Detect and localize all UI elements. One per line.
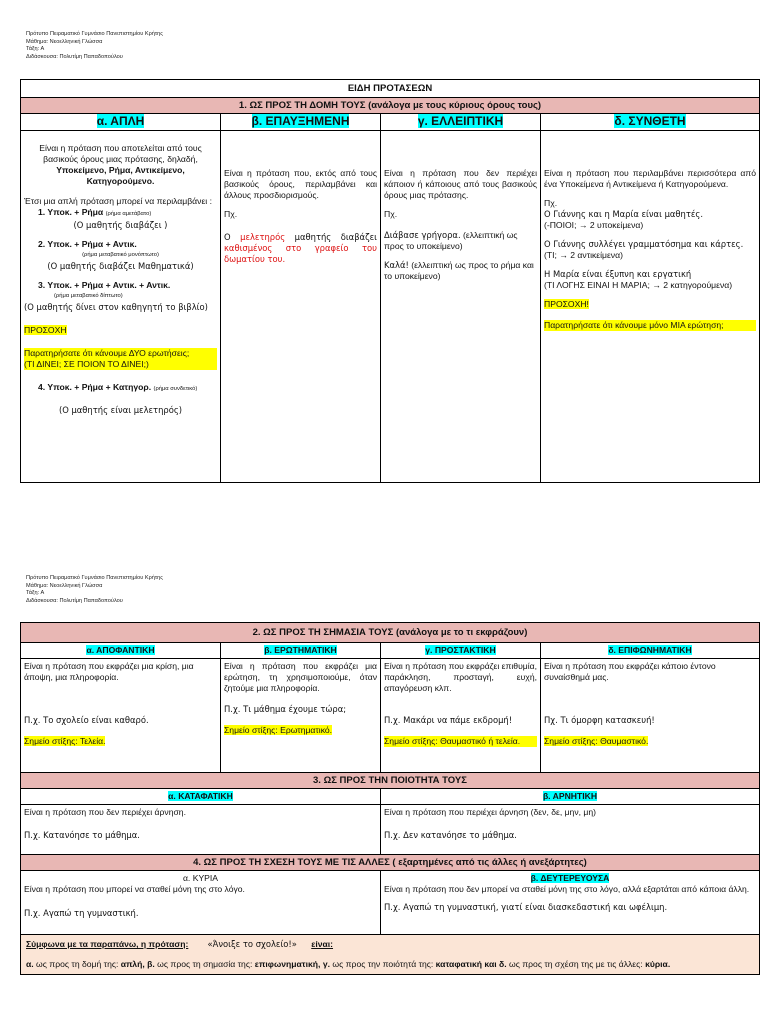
summary-b-answer: επιφωνηματική,: [254, 959, 321, 969]
meaning-table: [20, 622, 760, 975]
structure-table: [20, 79, 760, 483]
pattern-3-example: (Ο μαθητής δίνει στον καθηγητή το βιβλίο): [24, 302, 208, 312]
elliptic-px: Πχ.: [384, 209, 398, 219]
simple-terms: Υποκείμενο, Ρήμα, Αντικείμενο, Κατηγορούμενο.: [56, 165, 185, 186]
exclamatory-heading: δ. ΕΠΙΦΩΝΗΜΑΤΙΚΗ: [608, 645, 692, 655]
compound-note: Παρατηρήσατε ότι κάνουμε μόνο ΜΙΑ ερώτηση;: [544, 320, 756, 331]
expanded-example-adjective: μελετηρός: [240, 232, 286, 242]
elliptic-cell: [381, 131, 541, 483]
elliptic-definition: Είναι η πρόταση που δεν περιέχει κάποιον ή κάποιους από τους βασικούς όρους μιας πρότασης.: [384, 168, 537, 200]
expanded-px: Πχ.: [224, 209, 238, 219]
interrogative-example: Π.χ. Τι μάθημα έχουμε τώρα;: [224, 704, 347, 714]
simple-note: Παρατηρήσατε ότι κάνουμε ΔΥΟ ερωτήσεις;: [24, 348, 217, 359]
subordinate-heading: β. ΔΕΥΤΕΡΕΥΟΥΣΑ: [530, 873, 610, 883]
imperative-punctuation: Σημείο στίξης: Θαυμαστικό ή τελεία.: [384, 736, 537, 747]
expanded-example-start: Ο: [224, 232, 241, 242]
compound-heading: δ. ΣΥΝΘΕΤΗ: [614, 114, 686, 128]
page2-header: [26, 575, 163, 605]
compound-example-2: Ο Γιάννης συλλέγει γραμματόσημα και κάρτες.: [544, 239, 744, 249]
summary-tail: είναι:: [311, 939, 334, 949]
affirmative-heading: α. ΚΑΤΑΦΑΤΙΚΗ: [168, 791, 233, 801]
header-teacher: Διδάσκουσα: Πολυτίμη Παπαδοπούλου: [26, 597, 123, 604]
simple-note-questions: (ΤΙ ΔΙΝΕΙ; ΣΕ ΠΟΙΟΝ ΤΟ ΔΙΝΕΙ;): [24, 359, 217, 370]
header-teacher: Διδάσκουσα: Πολυτίμη Παπαδοπούλου: [26, 53, 123, 60]
summary-c-letter: γ.: [320, 959, 330, 969]
section2-title: 2. ΩΣ ΠΡΟΣ ΤΗ ΣΗΜΑΣΙΑ ΤΟΥΣ (ανάλογα με το τι εκφράζουν): [21, 623, 760, 643]
pattern-3: 3. Υποκ. + Ρήμα + Αντικ. + Αντικ.: [38, 280, 171, 290]
simple-definition: Είναι η πρόταση που αποτελείται από τους βασικούς όρους μιας πρότασης, δηλαδή,: [39, 143, 202, 164]
expanded-heading: β. ΕΠΑΥΞΗΜΕΝΗ: [251, 114, 350, 128]
summary-c-label: ως προς την ποιότητά της:: [330, 959, 436, 969]
pattern-1-note: (ρήμα αμετάβατο): [105, 211, 152, 217]
pattern-2: 2. Υποκ. + Ρήμα + Αντικ.: [38, 239, 137, 249]
page1-header: [26, 31, 163, 61]
compound-definition: Είναι η πρόταση που περιλαμβάνει περισσότερα από ένα Υποκείμενα ή Αντικείμενα ή Κατηγορούμενα.: [544, 168, 756, 189]
compound-cell: [541, 131, 760, 483]
expanded-definition: Είναι η πρόταση που, εκτός από τους βασικούς όρους, περιλαμβάνει και άλλους προσδιορισμούς.: [224, 168, 377, 200]
subordinate-example: Π.χ. Αγαπώ τη γυμναστική, γιατί είναι διασκεδαστική και ωφέλιμη.: [384, 902, 668, 912]
negative-definition: Είναι η πρόταση που περιέχει άρνηση (δεν, δε, μην, μη): [384, 807, 596, 817]
interrogative-punctuation: Σημείο στίξης: Ερωτηματικό.: [224, 725, 333, 735]
section1-title: 1. ΩΣ ΠΡΟΣ ΤΗ ΔΟΜΗ ΤΟΥΣ (ανάλογα με τους κύριους όρους τους): [21, 98, 760, 114]
header-class: Τάξη: Α: [26, 46, 45, 53]
summary-b-letter: β.: [144, 959, 155, 969]
pattern-4-example: (Ο μαθητής είναι μελετηρός): [58, 405, 183, 415]
negative-heading: β. ΑΡΝΗΤΙΚΗ: [542, 791, 598, 801]
elliptic-example-1: Διάβασε γρήγορα.: [384, 230, 461, 240]
summary-d-answer: κύρια.: [645, 959, 671, 969]
main-clause-heading: α. ΚΥΡΙΑ: [182, 873, 219, 883]
simple-heading: α. ΑΠΛΗ: [96, 114, 145, 128]
summary-a-answer: απλή,: [120, 959, 145, 969]
affirmative-definition: Είναι η πρόταση που δεν περιέχει άρνηση.: [24, 807, 186, 817]
pattern-4-note: (ρήμα συνδετικό): [153, 386, 198, 392]
summary-d-letter: και δ.: [482, 959, 507, 969]
exclamatory-definition: Είναι η πρόταση που εκφράζει κάποιο έντονο συναίσθημά μας.: [544, 661, 716, 682]
pattern-1-example: (Ο μαθητής διαβάζει ): [73, 220, 168, 230]
pattern-4: 4. Υποκ. + Ρήμα + Κατηγορ.: [38, 382, 152, 392]
summary-d-label: ως προς τη σχέση της με τις άλλες:: [506, 959, 646, 969]
summary-lead: Σύμφωνα με τα παραπάνω, η πρόταση:: [26, 939, 189, 949]
header-subject: Μάθημα: Νεοελληνική Γλώσσα: [26, 582, 103, 589]
pattern-2-note: (ρήμα μεταβατικό μονόπτωτο): [82, 252, 159, 258]
header-school: Πρότυπο Πειραματικό Γυμνάσιο Πανεπιστημίου Κρήτης: [26, 31, 163, 37]
summary-c-answer: καταφατική: [435, 959, 483, 969]
section4-title: 4. ΩΣ ΠΡΟΣ ΤΗ ΣΧΕΣΗ ΤΟΥΣ ΜΕ ΤΙΣ ΑΛΛΕΣ ( εξαρτημένες από τις άλλες ή ανεξάρτητες): [21, 855, 760, 871]
simple-cell: [21, 131, 221, 483]
declarative-heading: α. ΑΠΟΦΑΝΤΙΚΗ: [86, 645, 155, 655]
elliptic-heading: γ. ΕΛΛΕΙΠΤΙΚΗ: [417, 114, 504, 128]
imperative-heading: γ. ΠΡΟΣΤΑΚΤΙΚΗ: [425, 645, 496, 655]
declarative-example: Π.χ. Το σχολείο είναι καθαρό.: [24, 715, 149, 725]
simple-intro: Έτσι μια απλή πρόταση μπορεί να περιλαμβάνει :: [24, 196, 212, 206]
expanded-cell: [221, 131, 381, 483]
header-school: Πρότυπο Πειραματικό Γυμνάσιο Πανεπιστημίου Κρήτης: [26, 575, 163, 581]
summary-b-label: ως προς τη σημασία της:: [154, 959, 255, 969]
simple-warning: ΠΡΟΣΟΧΗ: [24, 325, 67, 335]
header-subject: Μάθημα: Νεοελληνική Γλώσσα: [26, 38, 103, 45]
compound-example-2-note: (ΤΙ; → 2 αντικείμενα): [544, 250, 623, 260]
expanded-example-mid: μαθητής διαβάζει: [285, 232, 377, 242]
pattern-2-example: (Ο μαθητής διαβάζει Μαθηματικά): [47, 261, 194, 271]
expanded-example-phrase: καθισμένος στο γραφείο του δωματίου του.: [224, 243, 377, 264]
imperative-definition: Είναι η πρόταση που εκφράζει επιθυμία, παράκληση, προσταγή, ευχή, απαγόρευση κλπ.: [384, 661, 537, 693]
summary-cell: [21, 935, 760, 975]
compound-px: Πχ.: [544, 198, 558, 208]
compound-example-1: Ο Γιάννης και η Μαρία είναι μαθητές.: [544, 209, 704, 219]
imperative-example: Π.χ. Μακάρι να πάμε εκδρομή!: [384, 715, 513, 725]
interrogative-heading: β. ΕΡΩΤΗΜΑΤΙΚΗ: [264, 645, 337, 655]
elliptic-example-2-note: (ελλειπτική ως προς το ρήμα και το υποκείμενο): [384, 260, 534, 281]
elliptic-example-1-note: (ελλειπτική ως προς το υποκείμενο): [384, 230, 518, 251]
summary-a-label: ως προς τη δομή της:: [33, 959, 121, 969]
compound-example-1-note: (-ΠΟΙΟΙ; → 2 υποκείμενα): [544, 220, 644, 230]
summary-example-sentence: «Άνοιξε το σχολείο!»: [207, 939, 297, 949]
exclamatory-punctuation: Σημείο στίξης: Θαυμαστικό.: [544, 736, 649, 746]
declarative-definition: Είναι η πρόταση που εκφράζει μια κρίση, μια άποψη, μια πληροφορία.: [24, 661, 194, 682]
main-clause-definition: Είναι η πρόταση που μπορεί να σταθεί μόνη της στο λόγο.: [24, 884, 245, 894]
main-title: ΕΙΔΗ ΠΡΟΤΑΣΕΩΝ: [21, 80, 760, 98]
compound-example-3-note: (ΤΙ ΛΟΓΗΣ ΕΙΝΑΙ Η ΜΑΡΙΑ; → 2 κατηγορούμενα): [544, 280, 733, 290]
affirmative-example: Π.χ. Κατανόησε το μάθημα.: [24, 830, 140, 840]
pattern-1: 1. Υποκ. + Ρήμα: [38, 207, 104, 217]
header-class: Τάξη: Α: [26, 590, 45, 597]
compound-warning: ΠΡΟΣΟΧΗ!: [544, 299, 589, 309]
exclamatory-example: Πχ. Τι όμορφη κατασκευή!: [544, 715, 655, 725]
subordinate-definition: Είναι η πρόταση που δεν μπορεί να σταθεί μόνη της στο λόγο, αλλά εξαρτάται από κάποια άλλη.: [384, 884, 750, 894]
interrogative-definition: Είναι η πρόταση που εκφράζει μια ερώτηση, τη χρησιμοποιούμε, όταν ζητούμε μια πληροφορία.: [224, 661, 377, 693]
summary-a-letter: α.: [26, 959, 34, 969]
negative-example: Π.χ. Δεν κατανόησε το μάθημα.: [384, 830, 517, 840]
compound-example-3: Η Μαρία είναι έξυπνη και εργατική: [544, 269, 692, 279]
declarative-punctuation: Σημείο στίξης: Τελεία.: [24, 736, 106, 746]
pattern-3-note: (ρήμα μεταβατικό δίπτωτο): [54, 293, 123, 299]
elliptic-example-2: Καλά!: [384, 260, 409, 270]
main-clause-example: Π.χ. Αγαπώ τη γυμναστική.: [24, 908, 139, 918]
section3-title: 3. ΩΣ ΠΡΟΣ ΤΗΝ ΠΟΙΟΤΗΤΑ ΤΟΥΣ: [21, 773, 760, 789]
